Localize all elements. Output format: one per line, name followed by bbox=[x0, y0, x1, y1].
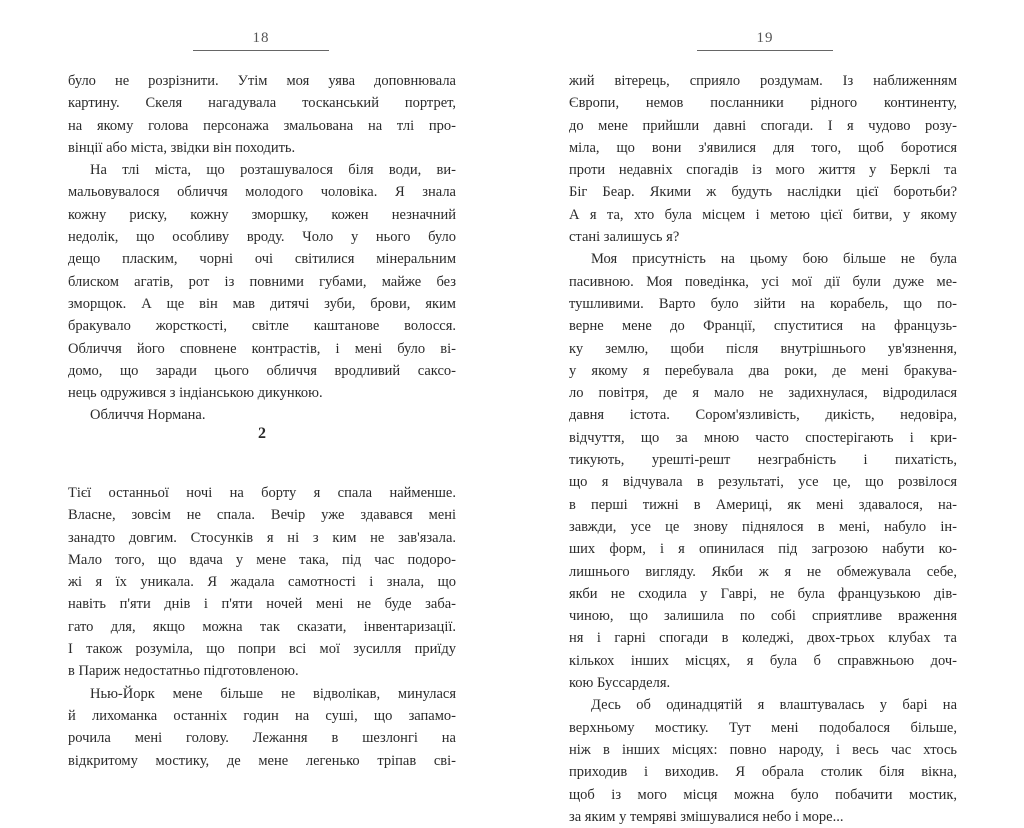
page-header bbox=[193, 30, 329, 51]
text-line: бракувало жорсткості, світле каштанове волосся. bbox=[68, 318, 456, 335]
left-page bbox=[68, 0, 456, 768]
text-line: у якому я перебувала два роки, де мені бракува- bbox=[569, 362, 957, 379]
text-line: Власне, зовсім не спала. Вечір уже здавався мені bbox=[68, 507, 456, 524]
text-line: й лихоманка останніх годин на суші, що запамо- bbox=[68, 707, 456, 724]
text-line: занадто довгим. Стосунків я ні з ким не зав'язала. bbox=[68, 529, 456, 546]
text-line: вінції або міста, звідки він походить. bbox=[68, 139, 296, 156]
text-line: стані залишусь я? bbox=[569, 229, 680, 246]
chapter-heading: 2 bbox=[258, 425, 266, 442]
text-line: зморщок. А ще він мав дитячі зуби, брови, яким bbox=[68, 295, 456, 312]
page-header bbox=[697, 30, 833, 51]
text-line: домо, що заради цього обличчя вродливий саксо- bbox=[68, 362, 456, 379]
text-line: в Париж недостатньо підготовленою. bbox=[68, 663, 299, 680]
text-line: ших форм, і я опинилася під загрозою набути ко- bbox=[569, 541, 957, 558]
text-line: на якому голова персонажа змальована на тлі про- bbox=[68, 117, 456, 134]
text-line: Європи, немов посланники рідного континенту, bbox=[569, 95, 957, 112]
text-line: щоб із мого місця можна було побачити мостик, bbox=[569, 786, 957, 803]
text-line: давня істота. Сором'язливість, дикість, недовіра, bbox=[569, 407, 957, 424]
text-line: верне мене до Франції, спуститися на французь- bbox=[569, 318, 957, 335]
text-line: проти недавніх спогадів із мого життя у Берклі та bbox=[569, 162, 957, 179]
page-text bbox=[569, 70, 957, 828]
text-line: жий вітерець, сприяло роздумам. Із наближенням bbox=[569, 73, 957, 89]
text-line: верхньому мостику. Тут мені подобалося більше, bbox=[569, 719, 957, 736]
text-line: відчуття, що за мною часто спостерігають і кри- bbox=[569, 429, 957, 446]
text-line: навіть п'яти днів і п'яти ночей мені не буде заба- bbox=[68, 596, 456, 613]
text-line: Обличчя Нормана. bbox=[90, 407, 206, 424]
text-line: ніж в інших місцях: повно народу, і весь час хтось bbox=[569, 741, 957, 758]
text-line: кількох інших місцях, я була б справжньою доч- bbox=[569, 652, 957, 669]
page-number: 19 bbox=[756, 30, 774, 46]
text-line: Обличчя його сповнене контрастів, і мені було ві- bbox=[68, 340, 456, 357]
right-page bbox=[569, 0, 957, 825]
text-line: І також розуміла, що попри всі мої зусилля приїду bbox=[68, 641, 456, 658]
text-line: ло повітря, де я мало не задихнулася, відродилася bbox=[569, 385, 957, 402]
text-line: гато для, якщо можна так сказати, інвентаризації. bbox=[68, 618, 456, 635]
text-line: чиною, що залишила по собі сприятливе враження bbox=[569, 608, 957, 625]
page-text-top bbox=[68, 70, 456, 427]
text-line: Тієї останньої ночі на борту я спала найменше. bbox=[68, 485, 456, 501]
text-line: На тлі міста, що розташувалося біля води, ви- bbox=[90, 162, 456, 179]
text-line: картину. Скеля нагадувала тосканський портрет, bbox=[68, 95, 456, 112]
text-line: до мене прийшли давні спогади. І я чудово розу- bbox=[569, 117, 957, 134]
text-line: відкритому мостику, де мене легенько тріпав сві- bbox=[68, 752, 456, 769]
text-line: Біг Беар. Якими ж будуть наслідки цієї боротьби? bbox=[569, 184, 957, 201]
text-line: рочила мені голову. Лежання в шезлонгі на bbox=[68, 730, 456, 747]
header-rule bbox=[193, 50, 329, 51]
text-line: лишнього вигляду. Якби ж я не обмежувала себе, bbox=[569, 563, 957, 580]
text-line: що я відчувала в результаті, усе це, що розвілося bbox=[569, 474, 957, 491]
text-line: дещо пласким, чорні очі світилися мінеральним bbox=[68, 251, 456, 268]
text-line: мальовувалося обличчя молодого чоловіка. Я знала bbox=[68, 184, 456, 201]
text-line: Моя присутність на цьому бою більше не була bbox=[591, 251, 957, 268]
text-line: нець одружився з індіанською дикункою. bbox=[68, 385, 323, 402]
text-line: міла, що вони з'явилися для того, щоб боротися bbox=[569, 139, 957, 156]
header-rule bbox=[697, 50, 833, 51]
text-line: завжди, усе це знову піднялося в мені, набуло ін- bbox=[569, 518, 957, 535]
page-text-bottom bbox=[68, 482, 456, 772]
text-line: А я та, хто була місцем і метою цієї битви, у якому bbox=[569, 206, 957, 223]
text-line: блиском агатів, рот із повними губами, майже без bbox=[68, 273, 456, 290]
text-line: тикують, урешті-решт незграбність і пихатість, bbox=[569, 452, 957, 469]
text-line: ня і гарні спогади в коледжі, двох-трьох клубах та bbox=[569, 630, 957, 647]
text-line: недолік, що особливу вроду. Чоло у нього було bbox=[68, 229, 456, 246]
text-line: тушливими. Варто було зійти на корабель, що по- bbox=[569, 295, 957, 312]
text-line: кою Буссарделя. bbox=[569, 675, 671, 692]
text-line: Десь об одинадцятій я влаштувалась у барі на bbox=[591, 697, 957, 714]
text-line: приходив і виходив. Я обрала столик біля вікна, bbox=[569, 764, 957, 781]
text-line: за яким у темряві змішувалися небо і море... bbox=[569, 808, 844, 825]
text-line: Нью-Йорк мене більше не відволікав, минулася bbox=[90, 685, 456, 702]
text-line: пасивною. Моя поведінка, усі мої дії були дуже ме- bbox=[569, 273, 957, 290]
text-line: жі я їх уникала. Я жадала самотності і знала, що bbox=[68, 574, 456, 591]
text-line: кожну риску, кожну зморшку, кожен незначний bbox=[68, 206, 456, 223]
text-line: було не розрізнити. Утім моя уява доповнювала bbox=[68, 73, 456, 89]
text-line: Мало того, що вдача у мене така, під час подоро- bbox=[68, 551, 456, 568]
page-number: 18 bbox=[252, 30, 270, 46]
text-line: в перші тижні в Америці, як мені здавалося, на- bbox=[569, 496, 957, 513]
text-line: ку землю, щоби після внутрішнього ув'язнення, bbox=[569, 340, 957, 357]
text-line: якби не сходила у Гаврі, не була французькою дів- bbox=[569, 585, 957, 602]
